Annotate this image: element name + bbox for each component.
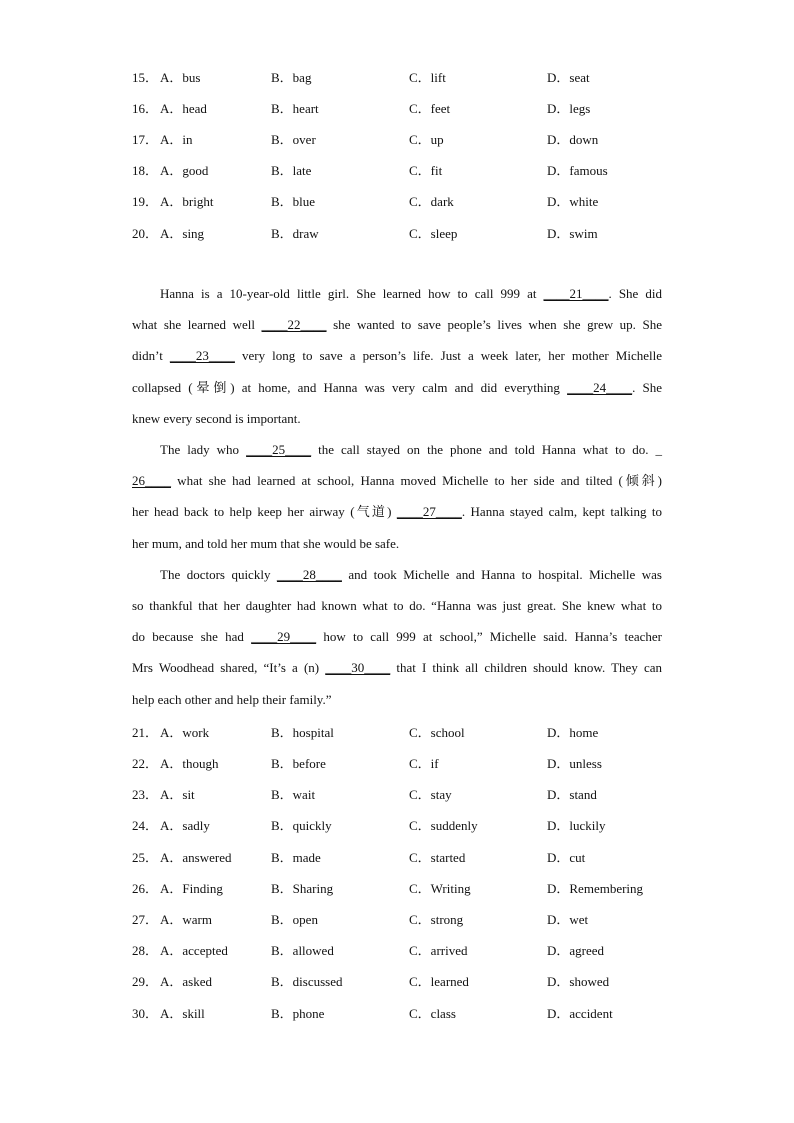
blank-29: ____29____ (251, 629, 317, 644)
option-b: B．Sharing (271, 881, 334, 896)
question-number: 21． (132, 725, 159, 740)
question-row (132, 223, 672, 243)
question-number: 28． (132, 943, 159, 958)
question-row (132, 160, 672, 180)
option-c: C．dark (409, 194, 454, 209)
option-d: D．home (547, 725, 599, 740)
passage-line: her mum, and told her mum that she would be safe. (132, 536, 400, 551)
option-a: A．work (160, 725, 210, 740)
option-a: A．Finding (160, 881, 223, 896)
question-row (132, 784, 672, 804)
question-number: 30． (132, 1006, 159, 1021)
question-number: 15． (132, 70, 159, 85)
passage-line: collapsed (晕倒) at home, and Hanna was very calm and did everything ____24____. She (132, 380, 662, 395)
option-c: C．arrived (409, 943, 468, 958)
option-b: B．over (271, 132, 316, 147)
question-row (132, 1003, 672, 1023)
question-row (132, 722, 672, 742)
blank-28: ____28____ (276, 567, 342, 582)
option-b: B．draw (271, 226, 319, 241)
blank-23: ____23____ (169, 348, 235, 363)
blank-21: ____21____ (543, 286, 609, 301)
question-number: 19． (132, 194, 159, 209)
option-b: B．hospital (271, 725, 334, 740)
passage-line: knew every second is important. (132, 411, 301, 426)
option-a: A．warm (160, 912, 212, 927)
option-c: C．strong (409, 912, 464, 927)
option-d: D．legs (547, 101, 591, 116)
option-a: A．good (160, 163, 209, 178)
option-b: B．discussed (271, 974, 343, 989)
option-b: B．quickly (271, 818, 332, 833)
option-a: A．skill (160, 1006, 205, 1021)
passage-line: The lady who ____25____ the call stayed on the phone and told Hanna what to do. _ (160, 442, 663, 457)
option-b: B．open (271, 912, 318, 927)
passage-line: 26____ what she had learned at school, Hanna moved Michelle to her side and tilted (倾斜) (132, 473, 662, 488)
blank-24: ____24____ (567, 380, 633, 395)
option-b: B．allowed (271, 943, 334, 958)
option-d: D．stand (547, 787, 597, 802)
option-c: C．sleep (409, 226, 458, 241)
question-row (132, 753, 672, 773)
option-c: C．feet (409, 101, 451, 116)
option-d: D．seat (547, 70, 590, 85)
question-row (132, 847, 672, 867)
option-b: B．blue (271, 194, 316, 209)
option-d: D．showed (547, 974, 610, 989)
option-d: D．agreed (547, 943, 605, 958)
option-b: B．heart (271, 101, 319, 116)
blank-22: ____22____ (261, 317, 327, 332)
passage-line: didn’t ____23____ very long to save a person’s life. Just a week later, her mother Michelle (132, 348, 662, 363)
option-d: D．famous (547, 163, 608, 178)
question-number: 23． (132, 787, 159, 802)
option-a: A．sit (160, 787, 195, 802)
question-number: 17． (132, 132, 159, 147)
blank-25: ____25____ (246, 442, 312, 457)
option-a: A．bright (160, 194, 214, 209)
option-a: A．in (160, 132, 193, 147)
option-a: A．bus (160, 70, 201, 85)
option-d: D．down (547, 132, 599, 147)
question-row (132, 909, 672, 929)
question-number: 29． (132, 974, 159, 989)
option-a: A．sadly (160, 818, 210, 833)
option-b: B．before (271, 756, 326, 771)
option-d: D．cut (547, 850, 586, 865)
option-a: A．answered (160, 850, 232, 865)
option-b: B．wait (271, 787, 316, 802)
option-c: C．if (409, 756, 439, 771)
option-c: C．Writing (409, 881, 471, 896)
option-d: D．accident (547, 1006, 613, 1021)
option-c: C．learned (409, 974, 469, 989)
option-d: D．luckily (547, 818, 606, 833)
passage-line: The doctors quickly ____28____ and took Michelle and Hanna to hospital. Michelle was (160, 567, 662, 582)
question-row (132, 191, 672, 211)
question-row (132, 940, 672, 960)
option-d: D．Remembering (547, 881, 644, 896)
blank-27: ____27____ (396, 504, 462, 519)
question-number: 26． (132, 881, 159, 896)
question-number: 22． (132, 756, 159, 771)
passage-line: Hanna is a 10-year-old little girl. She learned how to call 999 at ____21____. She did (160, 286, 662, 301)
question-row (132, 98, 672, 118)
question-number: 25． (132, 850, 159, 865)
option-a: A．asked (160, 974, 212, 989)
option-a: A．head (160, 101, 207, 116)
option-c: C．school (409, 725, 465, 740)
option-b: B．phone (271, 1006, 325, 1021)
question-number: 27． (132, 912, 159, 927)
option-c: C．class (409, 1006, 456, 1021)
question-row (132, 971, 672, 991)
option-a: A．though (160, 756, 219, 771)
option-a: A．accepted (160, 943, 228, 958)
passage-line: help each other and help their family.” (132, 692, 332, 707)
option-d: D．white (547, 194, 599, 209)
option-c: C．fit (409, 163, 443, 178)
option-b: B．bag (271, 70, 312, 85)
option-d: D．wet (547, 912, 589, 927)
question-row (132, 815, 672, 835)
option-b: B．late (271, 163, 312, 178)
option-d: D．unless (547, 756, 602, 771)
option-c: C．lift (409, 70, 446, 85)
blank-30: ____30____ (325, 660, 391, 675)
option-c: C．up (409, 132, 444, 147)
option-b: B．made (271, 850, 321, 865)
question-number: 18． (132, 163, 159, 178)
option-d: D．swim (547, 226, 598, 241)
option-c: C．stay (409, 787, 452, 802)
question-row (132, 129, 672, 149)
passage-line: her head back to help keep her airway (气道) ____27____. Hanna stayed calm, kept talking to (132, 504, 662, 519)
question-number: 16． (132, 101, 159, 116)
passage-line: do because she had ____29____ how to call 999 at school,” Michelle said. Hanna’s teacher (132, 629, 662, 644)
question-row (132, 878, 672, 898)
option-c: C．started (409, 850, 466, 865)
option-c: C．suddenly (409, 818, 478, 833)
option-a: A．sing (160, 226, 205, 241)
passage-line: Mrs Woodhead shared, “It’s a (n) ____30____ that I think all children should know. They can (132, 660, 662, 675)
passage-line: so thankful that her daughter had known what to do. “Hanna was just great. She knew what to (132, 598, 662, 613)
blank-26: 26____ (132, 473, 171, 488)
question-row (132, 67, 672, 87)
question-number: 24． (132, 818, 159, 833)
question-number: 20． (132, 226, 159, 241)
passage-line: what she learned well ____22____ she wanted to save people’s lives when she grew up. She (132, 317, 663, 332)
